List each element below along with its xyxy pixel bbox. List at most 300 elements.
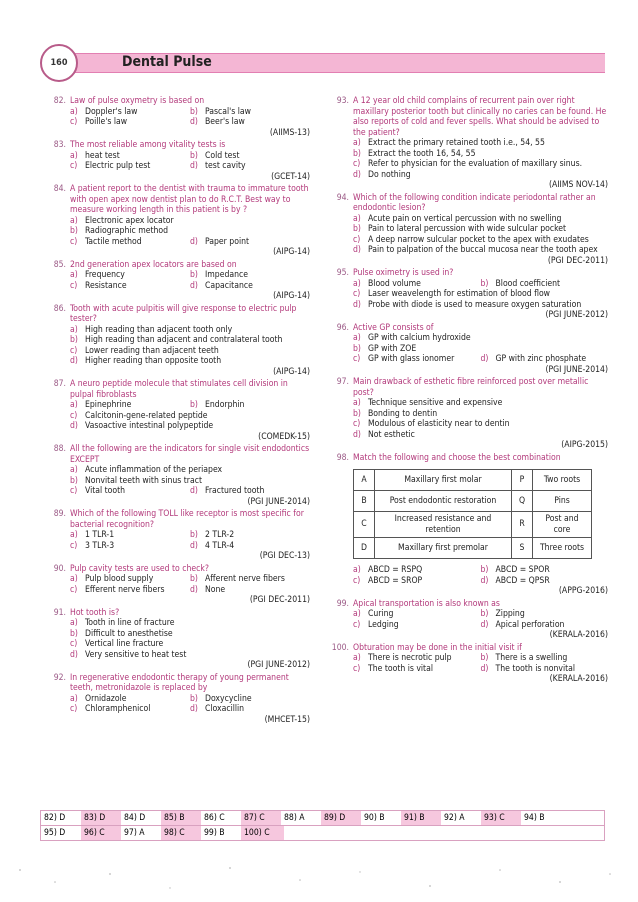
options-list xyxy=(323,138,608,180)
option-text: ABCD = SPOR xyxy=(495,565,550,575)
match-cell: B xyxy=(354,491,375,512)
option-letter: a) xyxy=(70,465,78,475)
answer-option xyxy=(190,151,310,162)
option-text: Efferent nerve fibers xyxy=(85,584,165,595)
answer-option xyxy=(353,344,416,355)
question-text: Which of the following condition indicate periodontal rather an endodontic lesion? xyxy=(353,192,596,213)
answer-option xyxy=(70,117,190,128)
question-item xyxy=(40,140,310,182)
options-row xyxy=(70,704,310,715)
option-text: Nonvital teeth with sinus tract xyxy=(85,475,202,486)
options-row xyxy=(353,653,608,664)
answer-option xyxy=(353,398,502,409)
options-row xyxy=(353,333,608,344)
option-letter: d) xyxy=(480,354,489,364)
question-text: A patient report to the dentist with trauma to immature tooth with open apex now dentist plan to do R.C.T. Best way to measure working length in this patient is by ? xyxy=(70,184,309,215)
option-text: 1 TLR-1 xyxy=(85,530,115,540)
question-stem xyxy=(40,608,310,619)
option-text: Not esthetic xyxy=(368,429,415,440)
answer-option xyxy=(70,585,190,596)
option-text: GP with ZOE xyxy=(368,343,417,354)
answer-option xyxy=(353,235,589,246)
question-stem xyxy=(40,304,310,325)
option-letter: a) xyxy=(353,138,361,148)
option-letter: d) xyxy=(190,236,198,247)
option-text: There is a swelling xyxy=(495,653,568,663)
question-source: (PGI JUNE-2014) xyxy=(545,364,608,375)
question-stem xyxy=(40,96,310,107)
question-stem xyxy=(323,643,608,654)
option-text: test cavity xyxy=(205,161,246,171)
option-letter: c) xyxy=(70,410,78,421)
answer-key-cell: 94) B xyxy=(524,813,545,823)
option-text: Electronic apex locator xyxy=(85,215,174,226)
option-text: GP with zinc phosphate xyxy=(495,354,587,364)
option-letter: a) xyxy=(70,618,78,628)
options-row xyxy=(70,151,310,162)
question-item xyxy=(40,608,310,671)
question-item xyxy=(323,323,608,376)
answer-key-cell: 99) B xyxy=(204,828,225,838)
options-list xyxy=(40,465,310,497)
answer-option xyxy=(70,107,190,118)
option-letter: d) xyxy=(190,117,198,127)
question-source: (AIPG-2015) xyxy=(561,440,608,450)
answer-key-cell: 100) C xyxy=(241,826,284,840)
option-letter: c) xyxy=(353,419,361,429)
options-row xyxy=(353,398,608,409)
answer-option xyxy=(70,694,190,705)
answer-option xyxy=(70,650,186,661)
options-row xyxy=(70,574,310,585)
options-row xyxy=(353,354,608,365)
option-letter: a) xyxy=(70,324,78,335)
answer-option xyxy=(190,585,310,596)
options-row xyxy=(70,237,310,248)
option-letter: c) xyxy=(353,575,361,586)
question-number: 95. xyxy=(336,268,349,278)
options-list xyxy=(323,565,608,586)
match-cell: Q xyxy=(512,491,533,512)
question-number: 89. xyxy=(53,509,66,519)
option-text: Pain to lateral percussion with wide sulcular pocket xyxy=(368,224,567,234)
option-letter: c) xyxy=(353,663,361,674)
answer-option xyxy=(70,421,213,432)
question-item xyxy=(40,564,310,606)
options-row xyxy=(70,530,310,541)
option-text: 4 TLR-4 xyxy=(205,540,235,551)
question-text: The most reliable among vitality tests is xyxy=(70,140,226,150)
match-cell: S xyxy=(512,538,533,559)
option-letter: d) xyxy=(190,540,198,551)
answer-option xyxy=(481,279,609,290)
option-letter: b) xyxy=(190,693,198,704)
options-list xyxy=(323,279,608,311)
match-row xyxy=(354,491,592,512)
question-source: (MHCET-15) xyxy=(264,714,310,725)
question-item xyxy=(40,444,310,507)
question-text: 2nd generation apex locators are based on xyxy=(70,259,237,270)
options-row xyxy=(353,609,608,620)
option-letter: d) xyxy=(70,356,78,366)
option-text: Cold test xyxy=(205,150,240,161)
option-letter: d) xyxy=(190,486,198,496)
question-source: (AIIMS NOV-14) xyxy=(548,180,608,190)
option-text: Very sensitive to heat test xyxy=(85,649,187,660)
question-text: Pulse oximetry is used in? xyxy=(353,268,454,278)
question-source: (PGI DEC-2011) xyxy=(249,595,310,605)
option-text: Capacitance xyxy=(205,280,253,291)
options-row xyxy=(353,419,608,430)
options-row xyxy=(353,409,608,420)
options-row xyxy=(70,476,310,487)
option-letter: d) xyxy=(190,280,198,291)
question-source: (COMEDK-15) xyxy=(258,431,310,442)
options-row xyxy=(70,117,310,128)
question-item xyxy=(40,304,310,378)
option-text: Blood coefficient xyxy=(495,278,561,289)
question-text: Apical transportation is also known as xyxy=(353,598,500,609)
match-cell: Three roots xyxy=(533,538,592,559)
answer-option xyxy=(353,224,566,235)
options-list xyxy=(323,214,608,256)
option-letter: b) xyxy=(70,475,78,486)
answer-option xyxy=(70,226,168,237)
option-text: Lower reading than adjacent teeth xyxy=(85,345,219,356)
answer-key-cell: 87) C xyxy=(241,811,281,825)
question-stem xyxy=(40,509,310,530)
question-text: All the following are the indicators for single visit endodontics EXCEPT xyxy=(70,444,310,465)
answer-option xyxy=(190,107,310,118)
answer-option xyxy=(481,620,609,631)
option-text: 2 TLR-2 xyxy=(205,530,235,540)
answer-option xyxy=(353,430,415,441)
question-source: (APPG-2016) xyxy=(558,586,608,596)
option-letter: a) xyxy=(70,150,78,161)
answer-key xyxy=(40,810,605,841)
question-stem xyxy=(323,453,608,464)
question-item xyxy=(40,509,310,562)
options-list xyxy=(323,398,608,440)
options-row xyxy=(70,107,310,118)
option-text: ABCD = QPSR xyxy=(495,575,550,586)
answer-option xyxy=(70,216,174,227)
question-text: Obturation may be done in the initial visit if xyxy=(353,642,522,653)
options-row xyxy=(70,411,310,422)
question-number: 99. xyxy=(336,598,349,609)
answer-option xyxy=(353,419,510,430)
answer-key-cell: 91) B xyxy=(401,811,441,825)
question-stem xyxy=(323,96,608,138)
match-row xyxy=(354,470,592,491)
option-text: Extract the tooth 16, 54, 55 xyxy=(368,148,476,159)
option-letter: a) xyxy=(353,653,361,663)
option-text: Doppler's law xyxy=(85,106,138,117)
question-number: 93. xyxy=(336,96,349,106)
options-row xyxy=(353,664,608,675)
question-stem xyxy=(40,444,310,465)
match-row xyxy=(354,512,592,538)
option-letter: c) xyxy=(353,619,361,630)
option-text: Electric pulp test xyxy=(85,161,151,171)
left-column xyxy=(40,96,310,727)
option-text: GP with calcium hydroxide xyxy=(368,333,471,343)
answer-option xyxy=(190,574,310,585)
page-header xyxy=(40,50,605,74)
question-stem xyxy=(323,599,608,610)
option-text: Resistance xyxy=(85,280,127,291)
option-letter: b) xyxy=(480,565,489,575)
option-letter: b) xyxy=(480,278,489,289)
answer-key-cell: 85) B xyxy=(161,811,201,825)
answer-option xyxy=(70,476,202,487)
options-row xyxy=(353,430,608,441)
answer-option xyxy=(70,639,163,650)
options-row xyxy=(70,639,310,650)
question-number: 94. xyxy=(336,192,349,203)
match-cell: D xyxy=(354,538,375,559)
question-number: 100. xyxy=(331,642,349,653)
question-number: 87. xyxy=(53,379,66,389)
option-text: Impedance xyxy=(205,270,249,280)
option-letter: b) xyxy=(190,106,198,117)
answer-option xyxy=(70,629,173,640)
options-row xyxy=(70,650,310,661)
option-letter: c) xyxy=(353,234,361,245)
question-source: (PGI JUNE-2012) xyxy=(247,660,310,670)
option-letter: b) xyxy=(353,148,361,159)
question-source: (KERALA-2016) xyxy=(549,674,608,684)
question-number: 98. xyxy=(336,452,349,463)
option-text: Pulp blood supply xyxy=(85,574,154,584)
question-text: A 12 year old child complains of recurrent pain over right maxillary posterior tooth but clinically no caries can be found. He also reports of cold and fever spells. What should be advised to the patient? xyxy=(353,96,607,138)
answer-option xyxy=(70,411,208,422)
question-stem xyxy=(323,268,608,279)
answer-option xyxy=(70,346,219,357)
option-text: Probe with diode is used to measure oxygen saturation xyxy=(368,299,582,310)
question-item xyxy=(323,453,608,597)
option-text: ABCD = RSPQ xyxy=(368,565,423,575)
options-row xyxy=(70,270,310,281)
answer-key-cell: 83) D xyxy=(81,811,121,825)
match-cell: Two roots xyxy=(533,470,592,491)
decorative-speckles xyxy=(0,860,638,900)
option-letter: c) xyxy=(70,584,78,595)
option-letter: d) xyxy=(480,575,489,586)
question-number: 84. xyxy=(53,184,66,194)
options-list xyxy=(40,400,310,432)
answer-key-cell: 97) A xyxy=(124,828,145,838)
match-table xyxy=(353,469,592,559)
answer-option xyxy=(353,576,481,587)
answer-option xyxy=(353,300,581,311)
answer-option xyxy=(70,151,190,162)
option-letter: b) xyxy=(70,628,78,639)
options-row xyxy=(70,325,310,336)
question-text: Which of the following TOLL like receptor is most specific for bacterial recognition? xyxy=(70,509,304,530)
answer-option xyxy=(481,609,609,620)
options-list xyxy=(323,609,608,630)
answer-option xyxy=(70,270,190,281)
options-row xyxy=(353,279,608,290)
question-item xyxy=(40,184,310,258)
question-stem xyxy=(323,377,608,398)
answer-option xyxy=(353,159,582,170)
answer-option xyxy=(353,138,545,149)
option-text: Vital tooth xyxy=(85,486,126,496)
options-row xyxy=(70,465,310,476)
answer-option xyxy=(70,335,282,346)
answer-option xyxy=(353,565,481,576)
question-item xyxy=(323,268,608,321)
options-list xyxy=(323,653,608,674)
option-letter: b) xyxy=(190,400,198,410)
option-text: Endorphin xyxy=(205,400,245,410)
options-list xyxy=(40,107,310,128)
option-text: Fractured tooth xyxy=(205,486,265,496)
option-letter: c) xyxy=(70,117,78,127)
match-cell: Post and core xyxy=(533,512,592,538)
option-letter: c) xyxy=(353,159,361,169)
page-title: Dental Pulse xyxy=(122,54,212,70)
option-text: Do nothing xyxy=(368,169,411,180)
option-text: Blood volume xyxy=(368,278,421,289)
question-text: Hot tooth is? xyxy=(70,607,120,618)
question-item xyxy=(323,643,608,685)
options-row xyxy=(70,629,310,640)
question-source: (KERALA-2016) xyxy=(549,630,608,640)
option-text: Tooth in line of fracture xyxy=(85,618,175,628)
option-letter: a) xyxy=(353,398,361,408)
options-row xyxy=(70,618,310,629)
option-text: Vertical line fracture xyxy=(85,639,164,649)
answer-option xyxy=(190,400,310,411)
options-list xyxy=(40,618,310,660)
option-text: There is necrotic pulp xyxy=(368,653,452,663)
question-item xyxy=(323,599,608,641)
answer-option xyxy=(353,333,471,344)
option-letter: a) xyxy=(70,574,78,584)
question-stem xyxy=(323,323,608,334)
option-text: Ledging xyxy=(368,619,399,630)
match-cell: Maxillary first molar xyxy=(375,470,512,491)
option-text: The tooth is nonvital xyxy=(495,663,576,674)
answer-option xyxy=(70,356,221,367)
option-letter: b) xyxy=(70,226,78,236)
match-row xyxy=(354,538,592,559)
question-item xyxy=(323,96,608,191)
answer-key-cell: 84) D xyxy=(124,813,146,823)
answer-key-cell: 98) C xyxy=(161,826,201,840)
option-letter: a) xyxy=(70,400,78,410)
question-source: (PGI JUNE-2014) xyxy=(247,496,310,507)
options-row xyxy=(70,421,310,432)
option-letter: a) xyxy=(353,565,361,575)
question-text: Law of pulse oxymetry is based on xyxy=(70,96,205,106)
answer-option xyxy=(190,161,310,172)
option-text: Frequency xyxy=(85,270,125,280)
option-letter: d) xyxy=(70,649,78,660)
question-number: 96. xyxy=(336,322,349,333)
options-row xyxy=(353,300,608,311)
option-text: Epinephrine xyxy=(85,400,132,410)
option-text: Cloxacillin xyxy=(205,704,245,714)
match-cell: Maxillary first premolar xyxy=(375,538,512,559)
option-text: Extract the primary retained tooth i.e., 54, 55 xyxy=(368,138,545,148)
option-text: Vasoactive intestinal polypeptide xyxy=(85,421,214,431)
answer-option xyxy=(190,117,310,128)
option-text: Zipping xyxy=(495,609,525,619)
answer-option xyxy=(353,279,481,290)
answer-option xyxy=(70,161,190,172)
match-cell: A xyxy=(354,470,375,491)
answer-option xyxy=(190,704,310,715)
option-text: None xyxy=(205,584,226,595)
question-text: Match the following and choose the best combination xyxy=(353,452,561,463)
option-letter: d) xyxy=(190,161,198,171)
option-text: Curing xyxy=(368,609,394,619)
option-text: Bonding to dentin xyxy=(368,408,438,419)
option-text: GP with glass ionomer xyxy=(368,354,455,364)
answer-option xyxy=(353,620,481,631)
option-letter: c) xyxy=(70,345,78,356)
options-row xyxy=(70,694,310,705)
answer-option xyxy=(190,281,310,292)
options-list xyxy=(323,333,608,365)
answer-option xyxy=(190,530,310,541)
answer-key-cell: 86) C xyxy=(204,813,225,823)
question-source: (AIPG-14) xyxy=(273,247,310,257)
options-row xyxy=(353,159,608,170)
question-source: (AIPG-14) xyxy=(273,366,310,377)
options-row xyxy=(353,235,608,246)
answer-option xyxy=(70,325,232,336)
option-letter: b) xyxy=(353,408,361,419)
question-number: 86. xyxy=(53,303,66,314)
options-list xyxy=(40,694,310,715)
answer-key-cell: 88) A xyxy=(284,813,305,823)
tooth-icon xyxy=(40,44,78,82)
question-stem xyxy=(40,140,310,151)
question-number: 90. xyxy=(53,563,66,574)
options-list xyxy=(40,325,310,367)
option-text: Doxycycline xyxy=(205,693,252,704)
options-row xyxy=(353,344,608,355)
options-row xyxy=(70,346,310,357)
question-stem xyxy=(323,193,608,214)
match-cell: Post endodontic restoration xyxy=(375,491,512,512)
option-letter: b) xyxy=(190,574,198,584)
options-row xyxy=(353,224,608,235)
options-list xyxy=(40,151,310,172)
options-row xyxy=(353,170,608,181)
option-letter: a) xyxy=(353,609,361,619)
option-text: Paper point xyxy=(205,236,250,247)
answer-option xyxy=(70,281,190,292)
answer-option xyxy=(481,653,609,664)
option-letter: a) xyxy=(70,106,78,117)
answer-key-row xyxy=(40,826,605,841)
option-text: Laser weavelength for estimation of blood flow xyxy=(368,289,551,299)
question-text: In regenerative endodontic therapy of young permanent teeth, metronidazole is replaced by xyxy=(70,672,289,693)
option-text: Technique sensitive and expensive xyxy=(368,398,503,408)
answer-option xyxy=(353,609,481,620)
options-row xyxy=(70,226,310,237)
options-row xyxy=(353,565,608,576)
question-item xyxy=(40,379,310,442)
option-text: Poille's law xyxy=(85,117,128,127)
question-source: (AIPG-14) xyxy=(273,291,310,301)
